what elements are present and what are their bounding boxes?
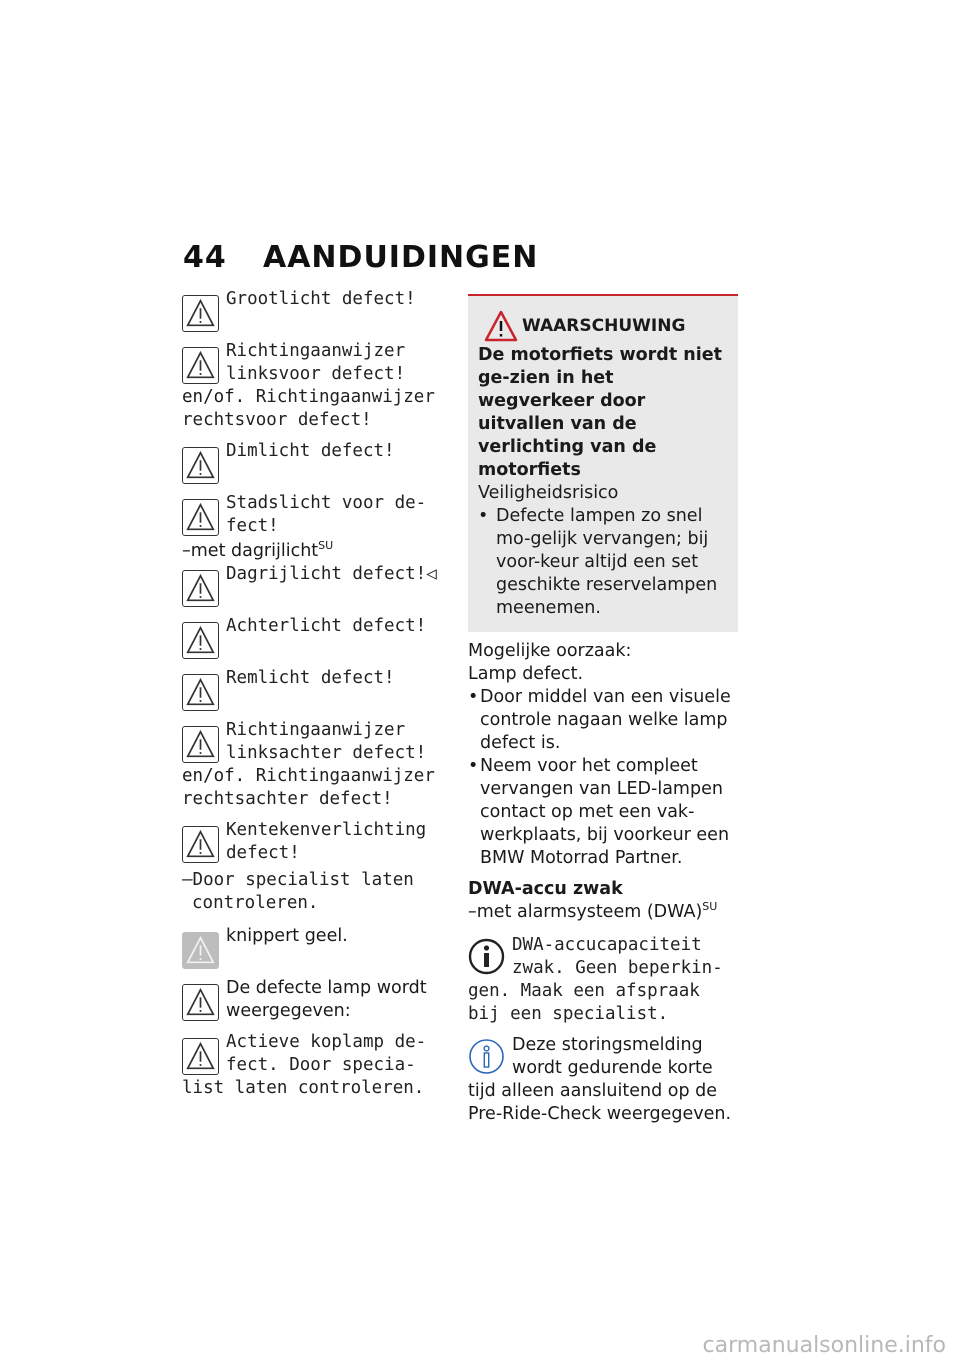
left-column [182,288,452,1108]
info-icon [468,938,505,975]
message-dwa-battery: DWA-accucapaciteit zwak. Geen beperkin-gen. Maak een afspraak bij een specialist. [468,935,723,1024]
warning-triangle-icon [182,499,219,536]
warning-title: WAARSCHUWING [478,308,728,340]
message-drl: Dagrijlicht defect!◁ [182,563,452,607]
message-rear-light: Achterlicht defect! [182,615,452,659]
info-icon [468,1038,505,1075]
message-turn-rear-right: en/of. Richtingaanwijzer rechtsachter defect! [182,766,435,809]
warning-triangle-icon [182,347,219,384]
warning-triangle-icon [182,570,219,607]
message-turn-front-right: en/of. Richtingaanwijzer rechtsvoor defect! [182,387,435,430]
page-title: AANDUIDINGEN [263,240,539,275]
warning-bullet: • Defecte lampen zo snel mo-gelijk vervangen; bij voor-keur altijd een set geschikte reservelampen meenemen. [478,505,728,620]
lamp-defect: Lamp defect. [468,664,584,684]
warning-triangle-icon [182,622,219,659]
message-active-headlight: Actieve koplamp de-fect. Door specia-list laten controleren. [182,1032,427,1098]
message-high-beam: Grootlicht defect! [182,288,452,332]
info-note: Deze storingsmelding wordt gedurende korte tijd alleen aansluitend op de Pre-Ride-Check weergegeven. [468,1035,732,1124]
with-alarm-condition: –met alarmsysteem (DWA)$^{SU}$ [468,900,718,922]
end-mark: ◁ [426,564,437,584]
cause-bullet-2: • Neem voor het compleet vervangen van LED-lampen contact op met een vak-werkplaats, bij voorkeur een BMW Motorrad Partner. [468,755,738,870]
warning-risk: Veiligheidsrisico [478,483,619,503]
defective-lamp-note: De defecte lamp wordt weergegeven: [182,977,452,1023]
warning-triangle-icon [182,295,219,332]
warning-triangle-icon [182,984,219,1021]
warning-triangle-filled-icon [182,932,219,969]
with-drl-condition: –met dagrijlicht$^{SU}$ [182,539,334,561]
warning-icon [484,310,518,342]
cause-bullet-1: • Door middel van een visuele controle nagaan welke lamp defect is. [468,686,738,755]
message-low-beam: Dimlicht defect! [182,440,452,484]
dwa-heading: DWA-accu zwak [468,879,623,899]
page-number: 44 [183,240,227,275]
possible-cause: Mogelijke oorzaak: [468,641,632,661]
warning-lead: De motorfiets wordt niet ge-zien in het wegverkeer door uitvallen van de verlichting van de motorfiets [478,345,722,480]
message-brake-light: Remlicht defect! [182,667,452,711]
message-parking-light: Stadslicht voor de-fect! [182,492,452,538]
message-plate-light: Kentekenverlichting defect! [182,819,452,865]
warning-triangle-icon [182,726,219,763]
warning-triangle-icon [182,826,219,863]
warning-box [468,294,738,632]
watermark: carmanualsonline.info [702,1333,946,1358]
flashes-yellow-note: knippert geel. [182,925,452,969]
right-column [468,294,738,1134]
page-header [183,240,538,275]
message-turn-rear-left: Richtingaanwijzer linksachter defect! [182,719,452,765]
message-turn-front-left: Richtingaanwijzer linksvoor defect! [182,340,452,386]
warning-triangle-icon [182,674,219,711]
specialist-check: –Door specialist laten controleren. [182,870,414,913]
warning-triangle-icon [182,447,219,484]
warning-triangle-icon [182,1038,219,1075]
